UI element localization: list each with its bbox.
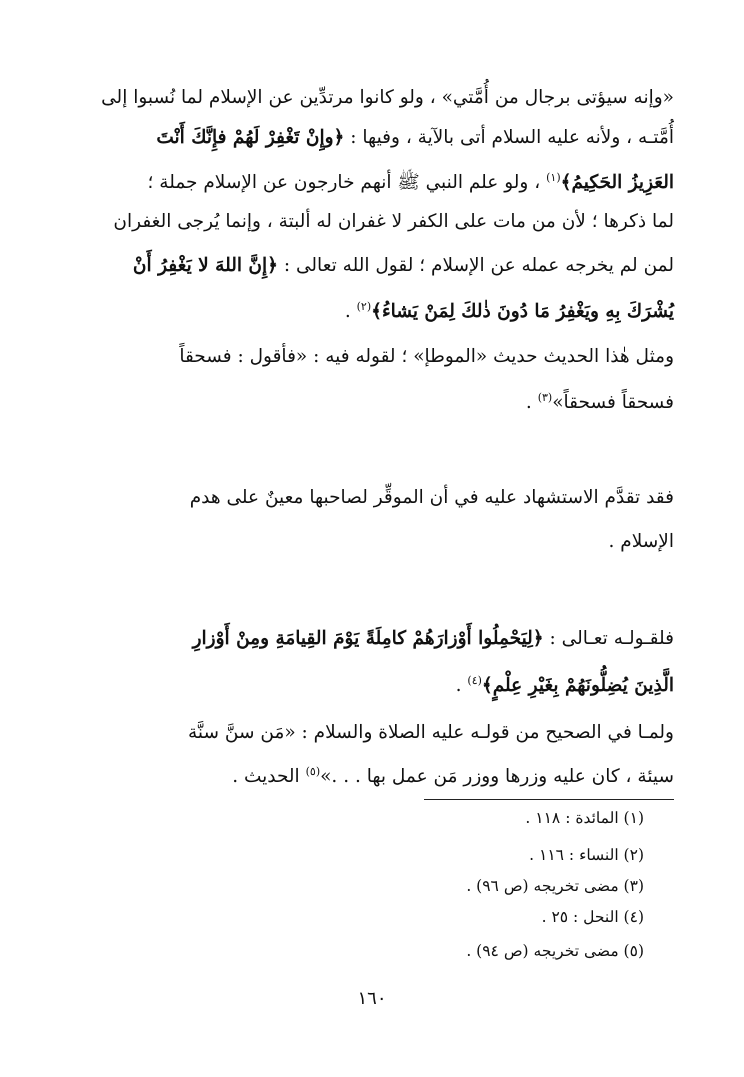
- text-run: .: [525, 392, 532, 414]
- text-run: فلقـولـه تعـالى :: [549, 628, 674, 649]
- footnote: (٢) النساء : ١١٦ .: [529, 846, 644, 864]
- body-line: [70, 83, 674, 113]
- footnote-ref: (٢): [356, 300, 372, 313]
- footnote-divider: [424, 799, 674, 800]
- body-line: [70, 342, 674, 372]
- text-run: الإسلام .: [608, 531, 674, 552]
- body-line: [70, 207, 674, 237]
- body-line: [70, 483, 674, 513]
- body-line: [70, 757, 674, 792]
- text-run: الحديث .: [232, 766, 300, 788]
- text-run: لما ذكرها ؛ لأن من مات على الكفر لا غفران له ألبتة ، وإنما يُرجى الغفران: [113, 211, 674, 232]
- footnote-ref: (٥): [305, 765, 321, 778]
- text-run: فسحقاً فسحقاً»: [552, 392, 674, 414]
- footnote: (٤) النحل : ٢٥ .: [541, 908, 644, 926]
- quran-verse: ﴿وإِنْ تَغْفِرْ لَهُمْ فإِنَّكَ أَنْتَ: [156, 127, 345, 148]
- body-line: [70, 527, 674, 557]
- body-line: [70, 718, 674, 748]
- page-number: ١٦٠: [357, 988, 387, 1009]
- quran-verse: ﴿لِيَحْمِلُوا أَوْزارَهُمْ كامِلَةً يَوْمَ القِيامَةِ ومِنْ أَوْزارِ: [192, 628, 544, 649]
- body-line: [70, 624, 674, 654]
- body-line: [70, 123, 674, 153]
- footnote: (٥) مضى تخريجه (ص ٩٤) .: [466, 942, 644, 960]
- body-line: [70, 251, 674, 281]
- text-run: ولمـا في الصحيح من قولـه عليه الصلاة والسلام : «مَن سنَّ سنَّة: [188, 722, 674, 743]
- body-line: [70, 666, 674, 701]
- text-run: .: [455, 675, 462, 697]
- quran-verse: العَزِيزُ الحَكِيمُ﴾: [560, 172, 674, 194]
- quran-verse: ﴿إِنَّ اللهَ لا يَغْفِرُ أَنْ: [132, 255, 278, 276]
- text-run: ومثل هٰذا الحديث حديث «الموطإ» ؛ لقوله فيه : «فأقول : فسحقاً: [179, 346, 674, 367]
- body-line: [70, 163, 674, 198]
- body-line: [70, 383, 674, 418]
- text-run: سيئة ، كان عليه وزرها ووزر مَن عمل بها . . .»: [320, 766, 674, 788]
- footnote: (٣) مضى تخريجه (ص ٩٦) .: [466, 877, 644, 895]
- footnote: (١) المائدة : ١١٨ .: [525, 809, 644, 827]
- text-run: فقد تقدَّم الاستشهاد عليه في أن الموقِّر لصاحبها معينٌ على هدم: [189, 487, 674, 508]
- text-run: أُمَّتـه ، ولأنه عليه السلام أتى بالآية ، وفيها :: [350, 127, 674, 148]
- quran-verse: الَّذِينَ يُضِلُّونَهُمْ بِغَيْرِ عِلْمٍ﴾: [481, 675, 674, 697]
- body-line: [70, 292, 674, 327]
- footnote-ref: (٣): [537, 391, 553, 404]
- text-run: ، ولو علم النبي ﷺ أنهم خارجون عن الإسلام جملة ؛: [147, 172, 541, 194]
- footnote-ref: (٤): [467, 674, 482, 687]
- quran-verse: يُشْرَكَ بِهِ ويَغْفِرُ مَا دُونَ ذٰلكَ لِمَنْ يَشاءُ﴾: [371, 301, 674, 323]
- footnote-ref: (١): [546, 171, 561, 184]
- text-run: لمن لم يخرجه عمله عن الإسلام ؛ لقول الله تعالى :: [283, 255, 674, 276]
- text-run: .: [344, 301, 351, 323]
- text-run: «وإنه سيؤتى برجال من أُمَّتي» ، ولو كانوا مرتدِّين عن الإسلام لما نُسبوا إلى: [101, 87, 674, 108]
